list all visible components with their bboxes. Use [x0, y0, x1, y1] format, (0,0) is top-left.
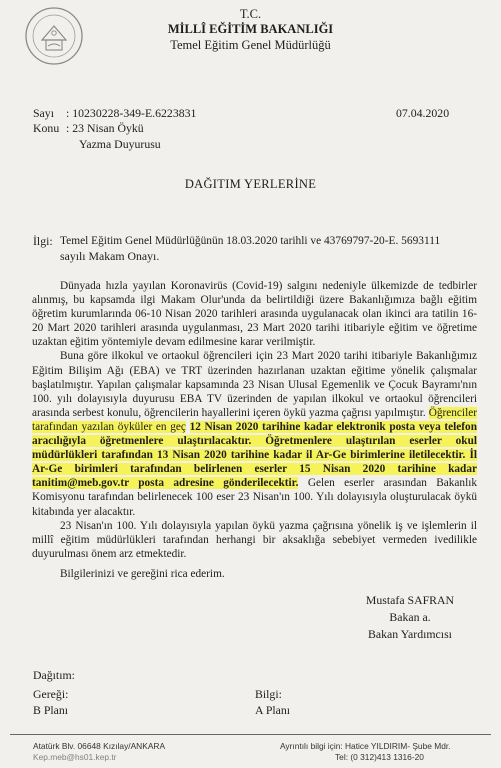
signature-block — [340, 592, 480, 643]
body-text — [32, 279, 477, 581]
bilgi-label: Bilgi: — [255, 687, 282, 701]
sayi-label: Sayı — [33, 106, 54, 120]
footer-divider — [10, 734, 491, 735]
konu-value-2: Yazma Duyurusu — [79, 137, 161, 151]
header-tc: T.C. — [239, 7, 262, 21]
paragraph-2-tail: Gelen eserler arasından Bakanlık Komisyonu tarafından belirlenecek 100 eser 23 Nisan'ın 100. Yılı dolayısıyla oluşturulacak öykü kitabında yer alacaktır. — [32, 477, 477, 518]
distribution-title: DAĞITIM YERLERİNE — [184, 177, 317, 191]
footer-phone: Tel: (0 312)413 1316-20 — [335, 752, 424, 762]
paragraph-2 — [32, 349, 477, 518]
footer-contact: Ayrıntılı bilgi için: Hatice YILDIRIM- Şube Mdr. — [280, 741, 451, 751]
ilgi-label: İlgi: — [33, 234, 53, 248]
konu-value-1: : 23 Nisan Öykü — [66, 121, 144, 135]
distribution-label: Dağıtım: — [33, 668, 75, 682]
header-ministry: MİLLÎ EĞİTİM BAKANLIĞI — [167, 22, 334, 36]
highlight-deadline-lead: Öğrenciler tarafından yazılan öyküler en geç — [32, 406, 477, 433]
ilgi-line-1: Temel Eğitim Genel Müdürlüğünün 18.03.2020 tarihli ve 43769797-20-E. 5693111 — [60, 235, 441, 247]
konu-label: Konu — [33, 121, 60, 135]
footer-email: Kep.meb@hs01.kep.tr — [33, 752, 117, 762]
signature-name: Mustafa SAFRAN — [365, 593, 455, 607]
gereg-value: B Planı — [33, 703, 69, 717]
signature-title-1: Bakan a. — [389, 610, 431, 624]
paragraph-2-intro: Buna göre ilkokul ve ortaokul öğrencileri için 23 Mart 2020 tarihi itibariyle Bakanlığımız Eğitim Bilişim Ağı (EBA) ve TRT üzerinden hazırlanan uzaktan eğitime yönelik çalışmalar başlatılmıştır. Yapılan çalışmalar kapsamında 23 Nisan Ulusal Egemenlik ve Çocuk Bayramı'nın 100. yılı dolayısıyla duyurusu EBA TV üzerinden de yapılan ilkokul ve ortaokul öğrencileri arasında serbest konulu, öğrencilerin hayallerini içeren öykü yazma çağrısı yapılmıştır. — [32, 350, 477, 419]
highlight-deadlines: 12 Nisan 2020 tarihine kadar elektronik posta veya telefon aracılığıyla öğretmenlere ulaştırılacaktır. Öğretmenlere ulaştırılan eserler okul müdürlükleri tarafından 13 Nisan 2020 tarihine kadar il Ar-Ge birimlerine iletilecektir. İl Ar-Ge birimleri tarafından belirlenen eserler 15 Nisan 2020 tarihine kadar tanitim@meb.gov.tr posta adresine gönderilecektir. — [32, 420, 477, 490]
footer-address: Atatürk Blv. 06648 Kızılay/ANKARA — [33, 741, 166, 751]
header-directorate: Temel Eğitim Genel Müdürlüğü — [170, 38, 331, 52]
document-date: 07.04.2020 — [396, 106, 450, 120]
paragraph-1: Dünyada hızla yayılan Koronavirüs (Covid-19) salgını nedeniyle ülkemizde de tedbirler alınmış, bu kapsamda ilgi Makam Olur'unda da belirtildiği üzere Bakanlığımıza bağlı eğitim öğretim kurumlarında 06-10 Nisan 2020 tarihleri arasında uygulanacak olan ikinci ara tatilin 16-20 Mart 2020 tarihleri arasında uygulanması, 23 Mart 2020 tarihi itibariyle eğitim ve öğretime uzaktan eğitim yöntemiyle devam edilmesine karar verilmiştir. — [32, 280, 477, 349]
gereg-label: Gereği: — [33, 687, 69, 701]
paragraph-4: Bilgilerinizi ve gereğini rica ederim. — [60, 567, 225, 580]
paragraph-3: 23 Nisan'ın 100. Yılı dolayısıyla yapılan öykü yazma çağrısına yönelik iş ve işlemlerin il millî eğitim müdürlükleri tarafından herhangi bir aksaklığa sebebiyet vermeden ivedilikle duyurulması önem arz etmektedir. — [32, 519, 477, 560]
sayi-value: : 10230228-349-E.6223831 — [66, 106, 197, 120]
ilgi-line-2: sayılı Makam Onayı. — [60, 249, 160, 263]
signature-title-2: Bakan Yardımcısı — [368, 627, 452, 641]
bilgi-value: A Planı — [255, 703, 291, 717]
